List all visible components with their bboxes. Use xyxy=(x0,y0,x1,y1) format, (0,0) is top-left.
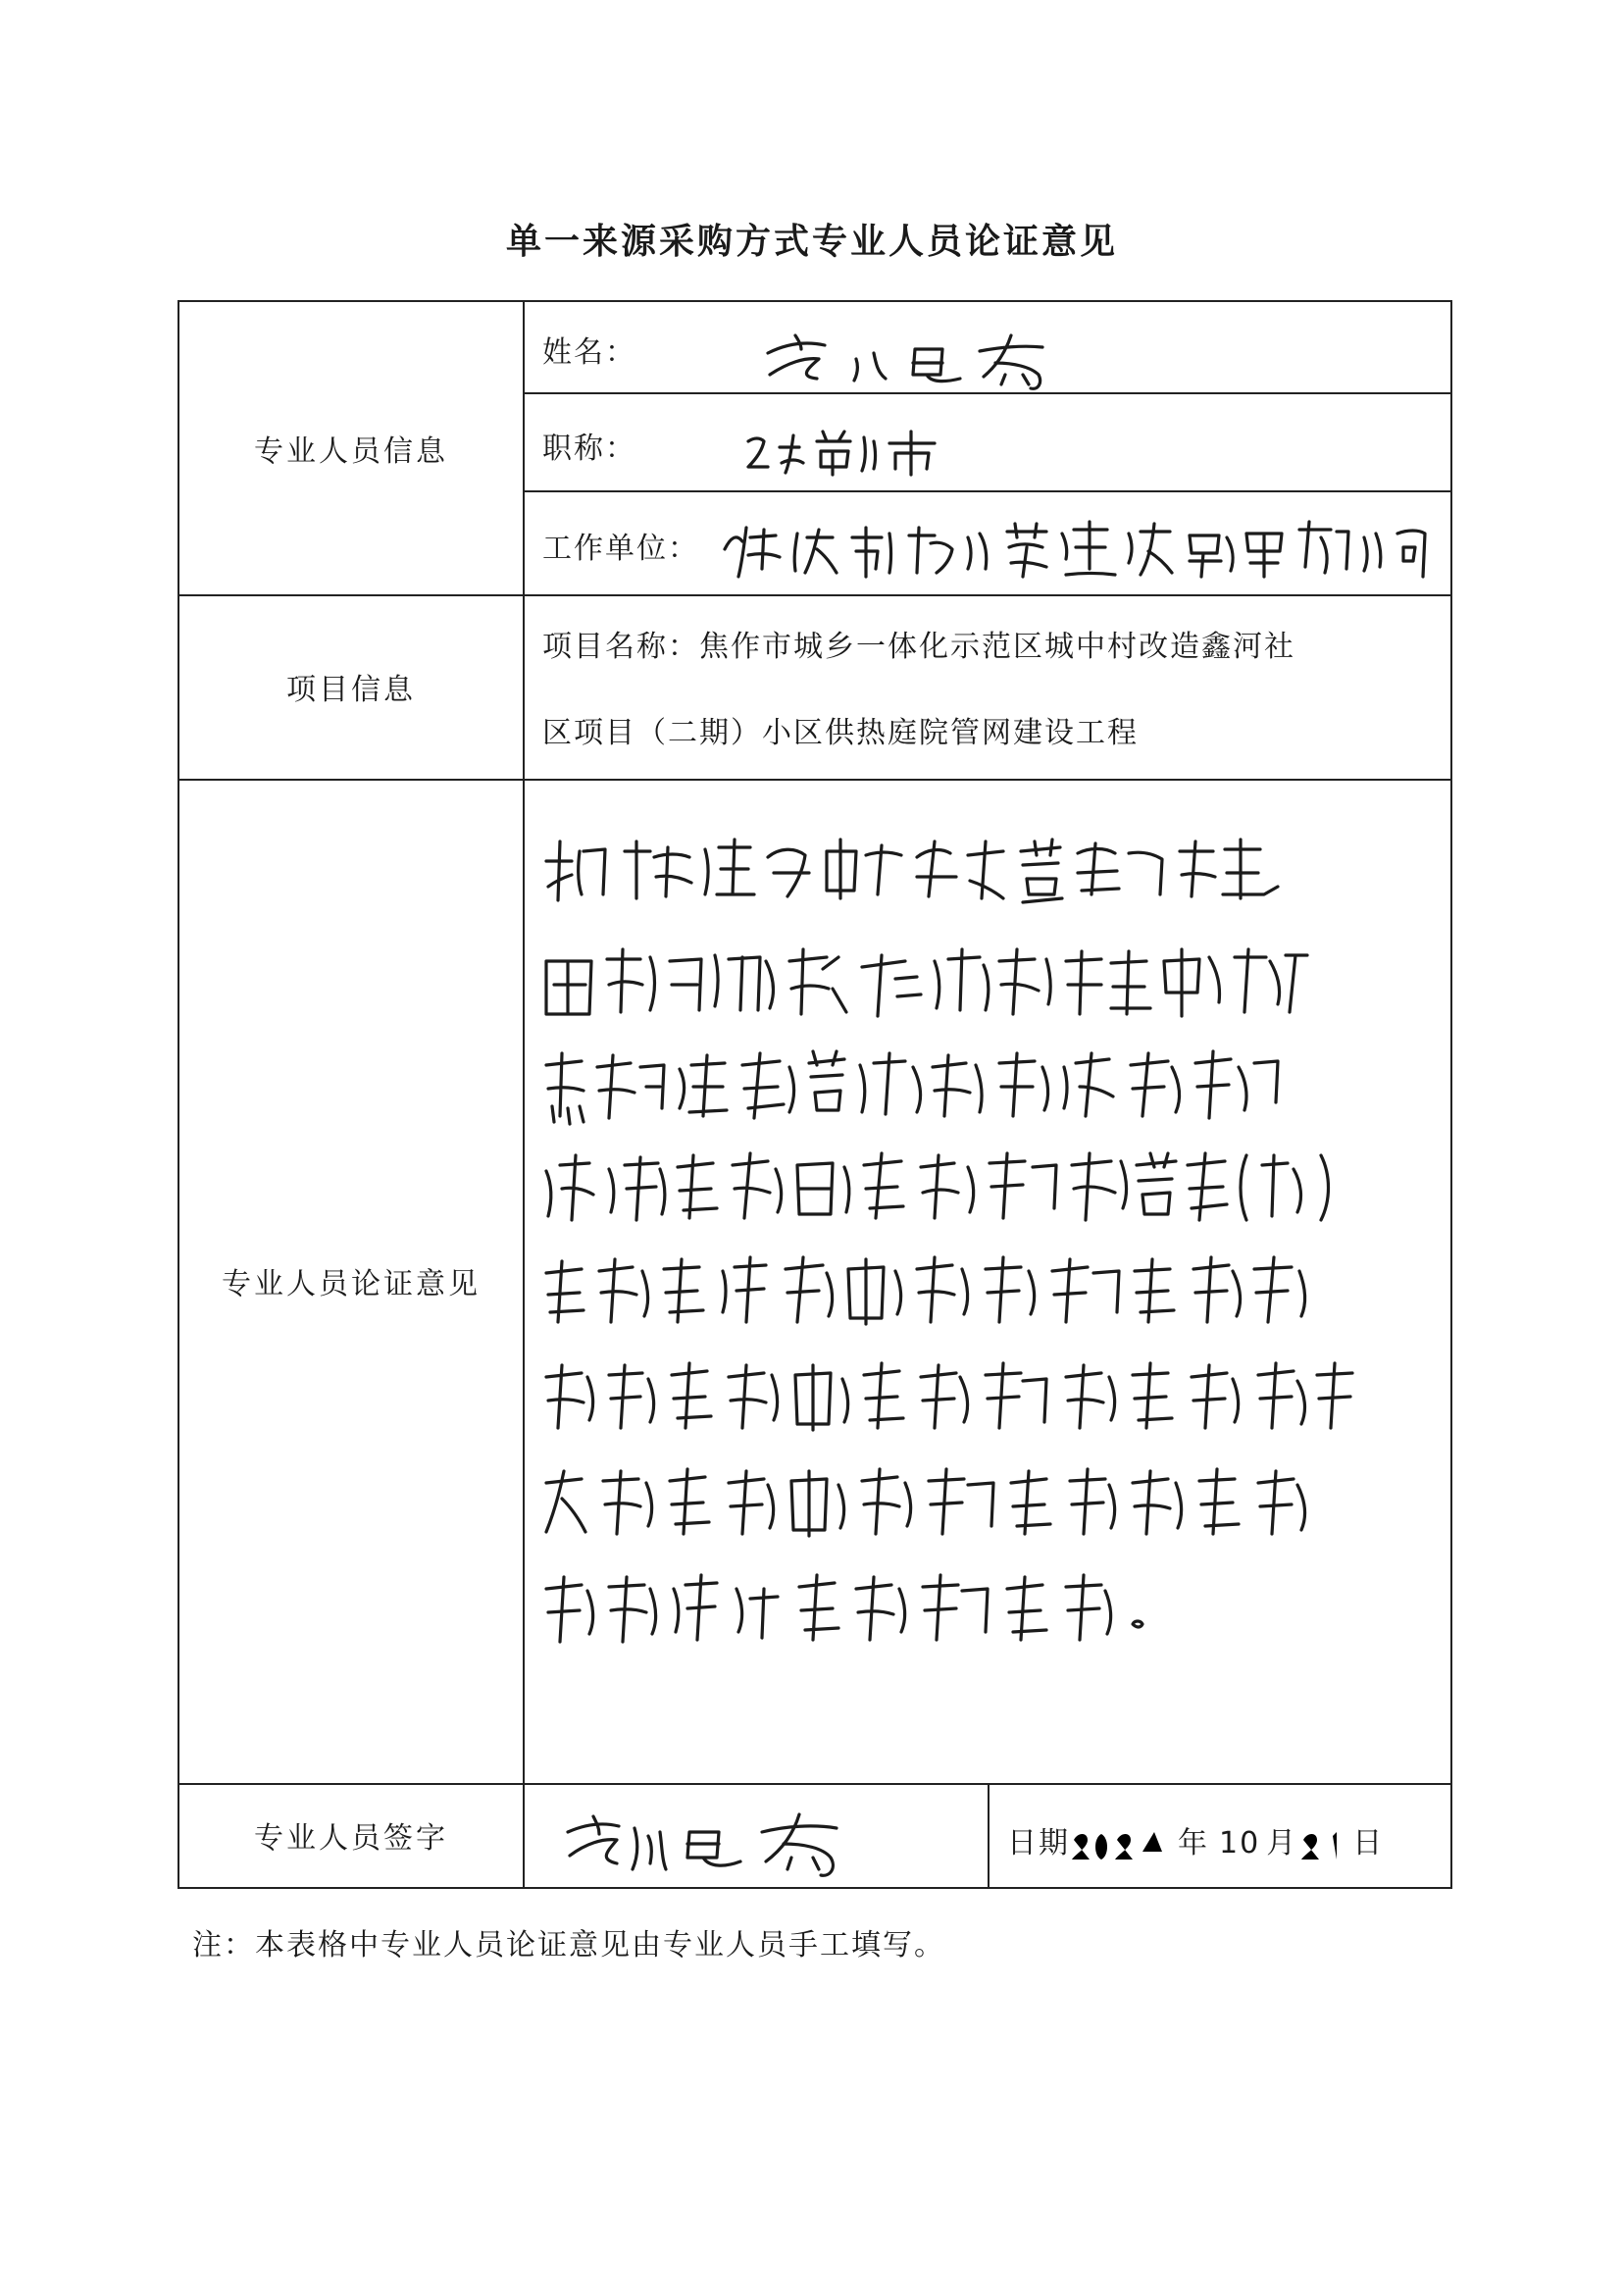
expert-opinion-form xyxy=(178,300,1452,1889)
handwritten-employer xyxy=(717,508,1443,590)
column-divider xyxy=(988,1783,990,1887)
date-month: 10 xyxy=(1219,1826,1261,1860)
handwritten-date-year xyxy=(1070,1828,1178,1861)
handwritten-opinion xyxy=(533,792,1445,1773)
project-name-line-2: 区项目（二期）小区供热庭院管网建设工程 xyxy=(542,716,1139,750)
row-divider xyxy=(523,490,1450,492)
date-year-unit: 年 xyxy=(1178,1826,1209,1860)
handwritten-job-title xyxy=(742,420,978,479)
footnote: 注：本表格中专业人员论证意见由专业人员手工填写。 xyxy=(192,1928,945,1962)
title-label: 职称： xyxy=(542,432,636,466)
date-label: 日期 xyxy=(1007,1826,1070,1860)
project-name-line-1: 项目名称：焦作市城乡一体化示范区城中村改造鑫河社 xyxy=(542,630,1295,664)
page-title: 单一来源采购方式专业人员论证意见 xyxy=(505,221,1118,262)
handwritten-date-day xyxy=(1297,1828,1352,1861)
column-divider xyxy=(523,302,525,1887)
date-day-unit: 日 xyxy=(1352,1826,1385,1860)
row-divider xyxy=(523,392,1450,394)
handwritten-signature xyxy=(552,1799,886,1881)
project-info-label: 项目信息 xyxy=(286,673,416,707)
date-month-unit: 月 xyxy=(1266,1826,1298,1860)
handwritten-name xyxy=(748,324,1072,392)
date-field xyxy=(1007,1818,1384,1861)
employer-label: 工作单位： xyxy=(542,532,699,566)
expert-info-label: 专业人员信息 xyxy=(254,434,448,469)
opinion-label: 专业人员论证意见 xyxy=(222,1267,481,1301)
name-label: 姓名： xyxy=(542,335,636,370)
signature-label: 专业人员签字 xyxy=(254,1821,448,1856)
